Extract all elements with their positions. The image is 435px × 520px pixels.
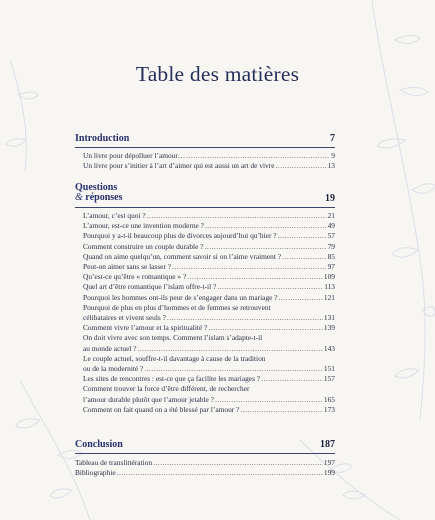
dot-leader xyxy=(208,323,323,333)
entry-text: Comment trouver la force d’être différent, de rechercher xyxy=(83,384,250,394)
toc-entry[interactable] xyxy=(83,151,335,161)
entry-page: 49 xyxy=(327,221,335,231)
entry-text: Comment on fait quand on a été blessé par l’amour ? xyxy=(83,404,240,414)
entry-text: Comment construire un couple durable ? xyxy=(83,241,204,251)
entry-text: Un livre pour dépolluer l’amour… xyxy=(83,151,186,160)
entry-page: 85 xyxy=(327,251,335,261)
entry-page: 139 xyxy=(323,323,335,333)
entry-text: Tableau de translittération xyxy=(75,458,153,467)
dot-leader xyxy=(144,364,323,374)
section-title: Questions & réponses xyxy=(75,182,123,203)
entry-text: Qu’est-ce qu’être « romantique » ? xyxy=(83,272,187,282)
entry-page: 197 xyxy=(323,458,335,467)
section-heading xyxy=(75,183,335,204)
toc-entry[interactable] xyxy=(83,282,335,292)
dot-leader xyxy=(117,468,323,478)
entry-page: 97 xyxy=(327,262,335,272)
section-introduction xyxy=(75,133,335,171)
dot-leader xyxy=(186,151,330,161)
toc-entry[interactable] xyxy=(83,221,335,231)
entry-page: 151 xyxy=(323,364,335,374)
entry-text: Comment vivre l’amour et la spiritualité ? xyxy=(83,323,208,333)
dot-leader xyxy=(147,211,327,221)
entry-page: 21 xyxy=(327,211,335,220)
section-title: Introduction xyxy=(75,133,130,144)
entry-text: l’amour durable plutôt que l’amour jetable ? xyxy=(83,394,214,404)
entry-text: L’amour, c’est quoi ? xyxy=(83,211,146,220)
section-appendix xyxy=(75,458,335,478)
toc-entry[interactable] xyxy=(75,468,335,478)
section-page: 7 xyxy=(330,133,335,144)
toc-entry[interactable] xyxy=(83,242,335,252)
toc-entry[interactable] xyxy=(83,333,335,353)
entry-page: 13 xyxy=(327,161,335,171)
dot-leader xyxy=(153,458,323,468)
dot-leader xyxy=(187,272,323,282)
page-title: Table des matières xyxy=(135,62,300,86)
section-page: 19 xyxy=(325,193,335,204)
entry-text: Pourquoi de plus en plus d’hommes et de femmes se retrouvent xyxy=(83,302,271,312)
entry-text: Pourquoi les hommes ont-ils peur de s’engager dans un mariage ? xyxy=(83,292,278,302)
section-heading xyxy=(75,439,335,450)
entry-text: Quel art d’être romantique l’islam offre-t-il ? xyxy=(83,282,217,292)
dot-leader xyxy=(261,374,323,384)
toc-entry[interactable] xyxy=(83,354,335,374)
entry-text: Les sites de rencontres : est-ce que ça facilite les mariages ? xyxy=(83,374,261,384)
dot-leader xyxy=(205,221,327,231)
entry-text: au monde actuel ? xyxy=(83,343,137,353)
toc-entry[interactable] xyxy=(83,211,335,221)
entry-page: 121 xyxy=(323,292,335,302)
entry-page: 57 xyxy=(327,231,335,241)
section-heading xyxy=(75,133,335,144)
entry-page: 199 xyxy=(323,468,335,478)
dot-leader xyxy=(217,282,323,292)
dot-leader xyxy=(278,231,327,241)
dot-leader xyxy=(204,242,326,252)
section-page: 187 xyxy=(320,439,335,450)
entry-text: Quand on aime quelqu’un, comment savoir si on l’aime vraiment ? xyxy=(83,251,282,261)
entry-text: Pourquoi y a-t-il beaucoup plus de divorces aujourd’hui qu’hier ? xyxy=(83,231,277,241)
toc-entry[interactable] xyxy=(83,323,335,333)
entry-text: Peut-on aimer sans se lasser ? xyxy=(83,262,172,272)
dot-leader xyxy=(240,405,323,415)
section-rule xyxy=(75,207,335,208)
toc-entry[interactable] xyxy=(83,303,335,323)
toc-entry[interactable] xyxy=(83,384,335,404)
entry-page: 131 xyxy=(323,313,335,323)
entry-text: L’amour, est-ce une invention moderne ? xyxy=(83,221,204,231)
entry-text: Un livre pour s’initier à l’art d’aimer qui est aussi un art de vivre xyxy=(83,161,275,171)
entry-text: célibataires et vivent seuls ? xyxy=(83,313,166,323)
section-rule xyxy=(75,453,335,454)
dot-leader xyxy=(275,161,326,171)
toc-entry[interactable] xyxy=(83,262,335,272)
dot-leader xyxy=(279,293,323,303)
section-questions-reponses xyxy=(75,183,335,415)
entry-page: 143 xyxy=(323,343,335,353)
entry-text: Le couple actuel, souffre-t-il davantage à cause de la tradition xyxy=(83,353,266,363)
toc-entry[interactable] xyxy=(83,272,335,282)
entry-page: 173 xyxy=(323,404,335,414)
toc-entry[interactable] xyxy=(75,458,335,468)
entry-page: 9 xyxy=(331,151,335,160)
toc-entry[interactable] xyxy=(83,161,335,171)
entry-text: On doit vivre avec son temps. Comment l’islam s’adapte-t-il xyxy=(83,333,263,343)
entry-page: 113 xyxy=(324,282,335,292)
entry-text: Bibliographie xyxy=(75,468,116,478)
dot-leader xyxy=(172,262,327,272)
toc-entry[interactable] xyxy=(83,252,335,262)
entry-page: 165 xyxy=(323,394,335,404)
toc-entry[interactable] xyxy=(83,293,335,303)
entry-page: 79 xyxy=(327,241,335,251)
section-title: Conclusion xyxy=(75,439,123,450)
dot-leader xyxy=(138,344,323,354)
entry-page: 109 xyxy=(323,272,335,282)
qr-entries xyxy=(75,211,335,415)
toc-entry[interactable] xyxy=(83,405,335,415)
toc-entry[interactable] xyxy=(83,374,335,384)
section-rule xyxy=(75,147,335,148)
entry-text: ou de la modernité ? xyxy=(83,364,144,374)
section-conclusion xyxy=(75,439,335,457)
dot-leader xyxy=(167,313,323,323)
entry-page: 157 xyxy=(323,374,335,384)
toc-entry[interactable] xyxy=(83,231,335,241)
dot-leader xyxy=(215,395,323,405)
dot-leader xyxy=(282,252,327,262)
